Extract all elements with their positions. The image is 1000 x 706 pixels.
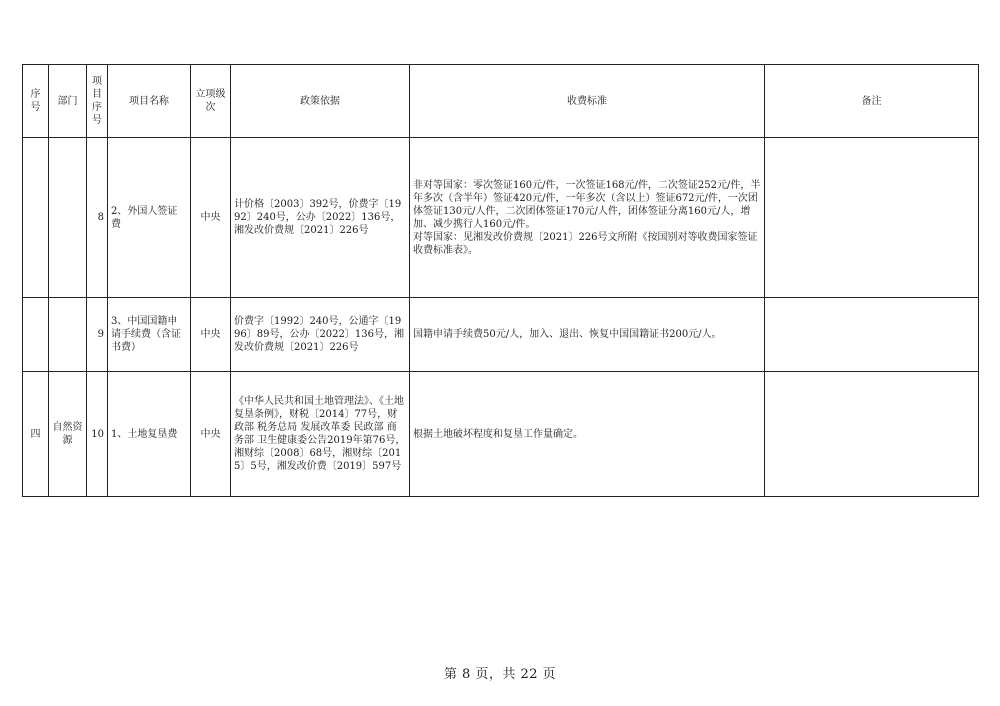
row-dept: 自然资源 bbox=[49, 372, 87, 497]
row-seq: 四 bbox=[23, 372, 49, 497]
table-row bbox=[23, 298, 979, 372]
row-standard bbox=[410, 138, 765, 298]
standard-line: 对等国家：见湘发改价费规〔2021〕226号文所附《按国别对等收费国家签证收费标准表》。 bbox=[413, 231, 758, 256]
row-item-name: 1、土地复垦费 bbox=[108, 372, 191, 497]
header-level: 立项级次 bbox=[191, 65, 231, 138]
row-item-name: 2、外国人签证费 bbox=[108, 138, 191, 298]
row-item-seq: 9 bbox=[87, 298, 108, 372]
header-row bbox=[23, 65, 979, 138]
header-item-name: 项目名称 bbox=[108, 65, 191, 138]
header-dept: 部门 bbox=[49, 65, 87, 138]
row-policy: 价费字〔1992〕240号，公通字〔1996〕89号，公办〔2022〕136号，湘发改价费规〔2021〕226号 bbox=[231, 298, 410, 372]
page-number: 第 8 页，共 22 页 bbox=[443, 667, 557, 682]
row-level: 中央 bbox=[191, 372, 231, 497]
row-item-seq: 10 bbox=[87, 372, 108, 497]
row-dept bbox=[49, 298, 87, 372]
header-seq: 序号 bbox=[23, 65, 49, 138]
row-standard bbox=[410, 298, 765, 372]
standard-line: 非对等国家：零次签证160元/件，一次签证168元/件，二次签证252元/件，半年多次（含半年）签证420元/件，一年多次（含以上）签证672元/件，一次团体签证130元/人件，二次团体签证170元/人件，团体签证分离160元/人，增加、减少携行人160元/件。 bbox=[413, 179, 761, 230]
table-row bbox=[23, 138, 979, 298]
row-standard bbox=[410, 372, 765, 497]
fee-table bbox=[22, 64, 979, 497]
row-level: 中央 bbox=[191, 138, 231, 298]
row-seq bbox=[23, 298, 49, 372]
row-policy: 《中华人民共和国土地管理法》、《土地复垦条例》，财税〔2014〕77号，财政部 税务总局 发展改革委 民政部 商务部 卫生健康委公告2019年第76号，湘财综〔2008〕68号，湘财综〔2015〕5号，湘发改价费〔2019〕597号 bbox=[231, 372, 410, 497]
row-seq bbox=[23, 138, 49, 298]
row-remarks bbox=[765, 298, 979, 372]
header-standard: 收费标准 bbox=[410, 65, 765, 138]
table-row bbox=[23, 372, 979, 497]
row-policy: 计价格〔2003〕392号，价费字〔1992〕240号，公办〔2022〕136号，湘发改价费规〔2021〕226号 bbox=[231, 138, 410, 298]
header-remarks: 备注 bbox=[765, 65, 979, 138]
row-remarks bbox=[765, 372, 979, 497]
standard-line: 国籍申请手续费50元/人，加入、退出、恢复中国国籍证书200元/人。 bbox=[413, 329, 722, 340]
row-remarks bbox=[765, 138, 979, 298]
header-item-seq: 项目序号 bbox=[87, 65, 108, 138]
row-item-seq: 8 bbox=[87, 138, 108, 298]
row-item-name: 3、中国国籍申请手续费（含证书费） bbox=[108, 298, 191, 372]
header-policy: 政策依据 bbox=[231, 65, 410, 138]
standard-line: 根据土地破坏程度和复垦工作量确定。 bbox=[413, 428, 583, 440]
row-dept bbox=[49, 138, 87, 298]
row-level: 中央 bbox=[191, 298, 231, 372]
